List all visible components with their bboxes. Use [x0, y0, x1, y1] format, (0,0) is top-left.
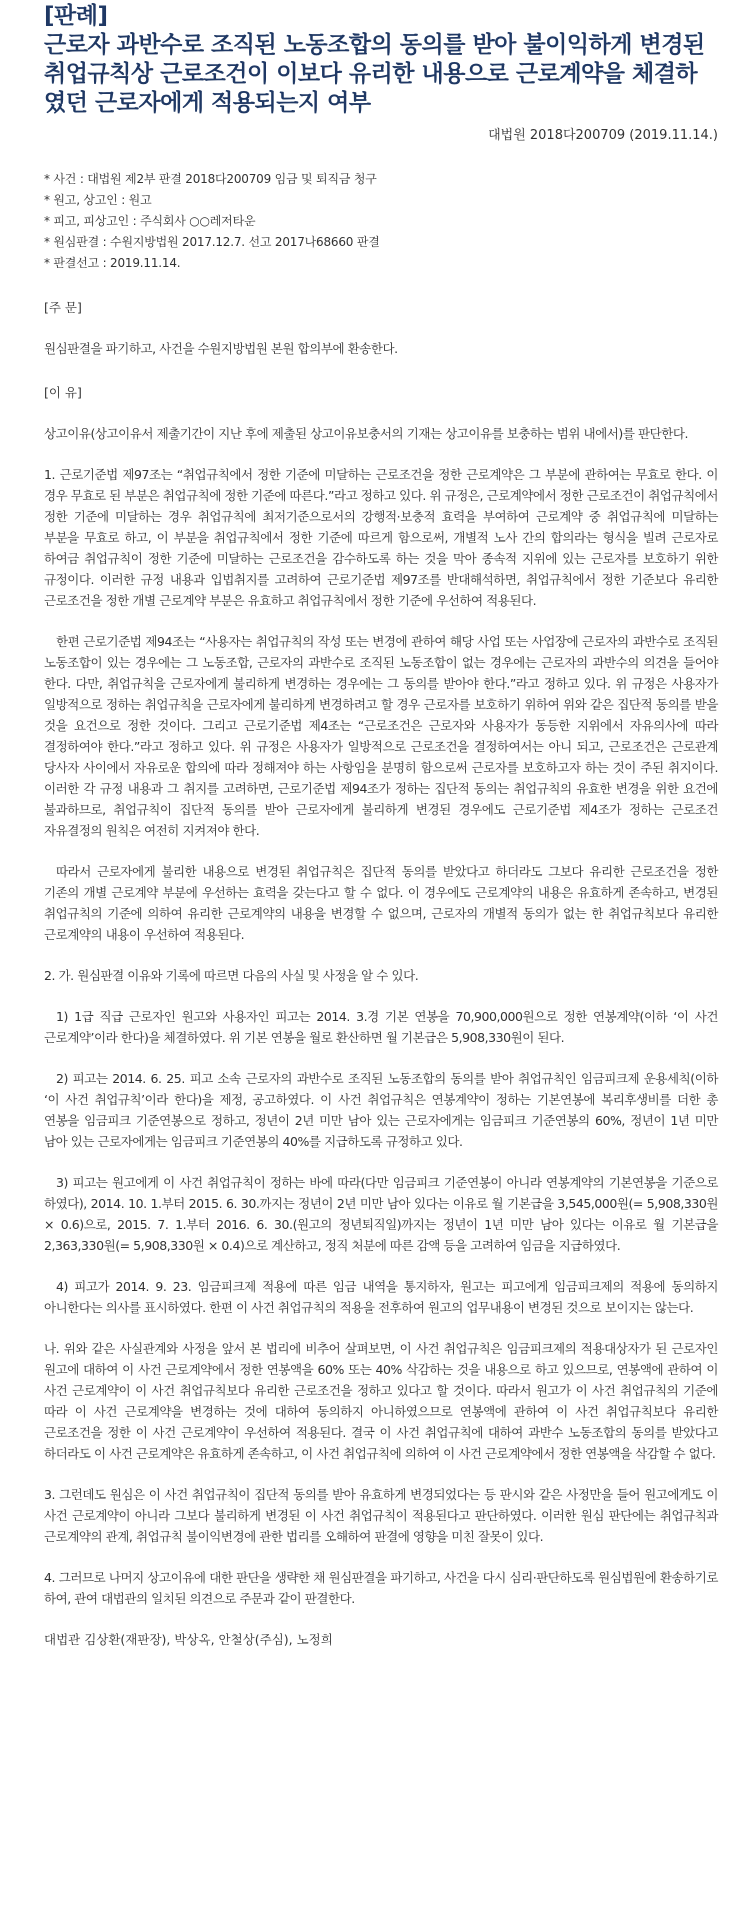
body-paragraph: 한편 근로기준법 제94조는 “사용자는 취업규칙의 작성 또는 변경에 관하여 해당 사업 또는 사업장에 근로자의 과반수로 조직된 노동조합이 있는 경우에는 그 노동조합, 근로자의 과반수로 조직된 노동조합이 없는 경우에는 근로자의 과반수의 의견을 들어야 한다. 다만, 취업규칙을 근로자에게 불리하게 변경하는 경우에는 그 동의를 받아야 한다.”라고 정하고 있다. 위 규정은 사용자가 일방적으로 정하는 취업규칙을 근로자에게 불리하게 변경하려고 할 경우 근로자를 보호하기 위하여 위와 같은 집단적 동의를 받을 것을 요건으로 정한 것이다. 그리고 근로기준법 제4조는 “근로조건은 근로자와 사용자가 동등한 지위에서 자유의사에 따라 결정하여야 한다.”라고 정하고 있다. 위 규정은 사용자가 일방적으로 근로조건을 결정하여서는 아니 되고, 근로조건은 근로관계 당사자 사이에서 자유로운 합의에 따라 정해져야 하는 사항임을 분명히 함으로써 근로자를 보호하고자 하는 것이 주된 취지이다. 이러한 각 규정 내용과 그 취지를 고려하면, 근로기준법 제94조가 정하는 집단적 동의는 취업규칙의 유효한 변경을 위한 요건에 불과하므로, 취업규칙이 집단적 동의를 받아 근로자에게 불리하게 변경된 경우에도 근로기준법 제4조가 정하는 근로조건 자유결정의 원칙은 여전히 지켜져야 한다.: [44, 634, 718, 838]
order-text: 원심판결을 파기하고, 사건을 수원지방법원 본원 합의부에 환송한다.: [44, 341, 398, 356]
body-paragraph: 4. 그러므로 나머지 상고이유에 대한 판단을 생략한 채 원심판결을 파기하고, 사건을 다시 심리·판단하도록 원심법원에 환송하기로 하여, 관여 대법관의 일치된 의견으로 주문과 같이 판결한다.: [44, 1570, 718, 1606]
body-paragraph: 나. 위와 같은 사실관계와 사정을 앞서 본 법리에 비추어 살펴보면, 이 사건 취업규칙은 임금피크제의 적용대상자가 된 근로자인 원고에 대하여 이 사건 근로계약에서 정한 연봉액을 60% 또는 40% 삭감하는 것을 내용으로 하고 있으므로, 연봉액에 관하여 이 사건 근로계약이 이 사건 취업규칙보다 유리한 근로조건을 정하고 있다고 할 것이다. 따라서 원고가 이 사건 취업규칙의 기준에 따라 이 사건 근로계약을 변경하는 것에 대하여 동의하지 아니하였으므로 연봉액에 관하여 이 사건 취업규칙보다 유리한 근로조건을 정한 이 사건 근로계약이 우선하여 적용된다. 결국 이 사건 취업규칙에 대하여 과반수 노동조합의 동의를 받았다고 하더라도 이 사건 근로계약은 유효하게 존속하고, 이 사건 취업규칙에 의하여 이 사건 근로계약에서 정한 연봉액을 삭감할 수 없다.: [44, 1341, 718, 1461]
case-info-line: * 원심판결 : 수원지방법원 2017.12.7. 선고 2017나68660 판결: [44, 235, 380, 249]
body-paragraph: 1. 근로기준법 제97조는 “취업규칙에서 정한 기준에 미달하는 근로조건을 정한 근로계약은 그 부분에 관하여는 무효로 한다. 이 경우 무효로 된 부분은 취업규칙에 정한 기준에 따른다.”라고 정하고 있다. 위 규정은, 근로계약에서 정한 근로조건이 취업규칙에서 정한 기준에 미달하는 경우 취업규칙에 최저기준으로서의 강행적·보충적 효력을 부여하여 근로계약 중 취업규칙에 미달하는 부분을 무효로 하고, 이 부분을 취업규칙에서 정한 기준에 따르게 함으로써, 개별적 노사 간의 합의라는 형식을 빌려 근로자로 하여금 취업규칙이 정한 기준에 미달하는 근로조건을 감수하도록 하는 것을 막아 종속적 지위에 있는 근로자를 보호하기 위한 규정이다. 이러한 규정 내용과 입법취지를 고려하여 근로기준법 제97조를 반대해석하면, 취업규칙에서 정한 기준보다 유리한 근로조건을 정한 개별 근로계약 부분은 유효하고 취업규칙에서 정한 기준에 우선하여 적용된다.: [44, 467, 718, 608]
case-info-line: * 피고, 피상고인 : 주식회사 ○○레저타운: [44, 214, 256, 228]
case-info: [44, 169, 718, 274]
judges-line: 대법관 김상환(재판장), 박상옥, 안철상(주심), 노정희: [44, 1632, 333, 1647]
case-info-line: * 판결선고 : 2019.11.14.: [44, 256, 181, 270]
case-info-line: * 사건 : 대법원 제2부 판결 2018다200709 임금 및 퇴직금 청구: [44, 172, 377, 186]
page-title: [44, 0, 718, 118]
body-paragraph: 4) 피고가 2014. 9. 23. 임금피크제 적용에 따른 임금 내역을 통지하자, 원고는 피고에게 임금피크제의 적용에 동의하지 아니한다는 의사를 표시하였다. 한편 이 사건 취업규칙의 적용을 전후하여 원고의 업무내용이 변경된 것으로 보이지는 않는다.: [44, 1279, 718, 1315]
body-paragraph: 상고이유(상고이유서 제출기간이 지난 후에 제출된 상고이유보충서의 기재는 상고이유를 보충하는 범위 내에서)를 판단한다.: [44, 426, 689, 441]
body-paragraph: 3. 그런데도 원심은 이 사건 취업규칙이 집단적 동의를 받아 유효하게 변경되었다는 등 판시와 같은 사정만을 들어 원고에게도 이 사건 근로계약이 아니라 그보다 불리하게 변경된 이 사건 취업규칙이 적용된다고 판단하였다. 이러한 원심 판단에는 취업규칙과 근로계약의 관계, 취업규칙 불이익변경에 관한 법리를 오해하여 판결에 영향을 미친 잘못이 있다.: [44, 1487, 718, 1544]
order-heading: [주 문]: [44, 300, 82, 315]
case-citation: 대법원 2018다200709 (2019.11.14.): [488, 128, 718, 143]
body-paragraph: 3) 피고는 원고에게 이 사건 취업규칙이 정하는 바에 따라(다만 임금피크 기준연봉이 아니라 연봉계약의 기본연봉을 기준으로 하였다), 2014. 10. 1.부터 2015. 6. 30.까지는 정년이 2년 미만 남아 있다는 이유로 월 기본급을 3,545,000원(= 5,908,330원 × 0.6)으로, 2015. 7. 1.부터 2016. 6. 30.(원고의 정년퇴직일)까지는 정년이 1년 미만 남아 있다는 이유로 월 기본급을 2,363,330원(= 5,908,330원 × 0.4)으로 계산하고, 정직 처분에 따른 감액 등을 고려하여 임금을 지급하였다.: [44, 1175, 718, 1253]
reason-heading: [이 유]: [44, 385, 82, 400]
body-paragraph: 따라서 근로자에게 불리한 내용으로 변경된 취업규칙은 집단적 동의를 받았다고 하더라도 그보다 유리한 근로조건을 정한 기존의 개별 근로계약 부분에 우선하는 효력을 갖는다고 할 수 없다. 이 경우에도 근로계약의 내용은 유효하게 존속하고, 변경된 취업규칙의 기준에 의하여 유리한 근로계약의 내용을 변경할 수 없으며, 근로자의 개별적 동의가 없는 한 취업규칙보다 유리한 근로계약의 내용이 우선하여 적용된다.: [44, 864, 718, 942]
title-text: 근로자 과반수로 조직된 노동조합의 동의를 받아 불이익하게 변경된 취업규칙상 근로조건이 이보다 유리한 내용으로 근로계약을 체결하였던 근로자에게 적용되는지 여부: [44, 32, 705, 116]
body-paragraph: 2) 피고는 2014. 6. 25. 피고 소속 근로자의 과반수로 조직된 노동조합의 동의를 받아 취업규칙인 임금피크제 운용세칙(이하 ‘이 사건 취업규칙’이라 한다)을 제정, 공고하였다. 이 사건 취업규칙은 연봉계약이 정하는 기본연봉에 복리후생비를 더한 총 연봉을 임금피크 기준연봉으로 정하고, 정년이 2년 미만 남아 있는 근로자에게는 임금피크 기준연봉의 60%, 정년이 1년 미만 남아 있는 근로자에게는 임금피크 기준연봉의 40%를 지급하도록 규정하고 있다.: [44, 1071, 718, 1149]
body-paragraph: 2. 가. 원심판결 이유와 기록에 따르면 다음의 사실 및 사정을 알 수 있다.: [44, 968, 419, 983]
title-tag: [판례]: [44, 3, 108, 29]
case-info-line: * 원고, 상고인 : 원고: [44, 193, 152, 207]
body-paragraph: 1) 1급 직급 근로자인 원고와 사용자인 피고는 2014. 3.경 기본 연봉을 70,900,000원으로 정한 연봉계약(이하 ‘이 사건 근로계약’이라 한다)을 체결하였다. 위 기본 연봉을 월로 환산하면 월 기본급은 5,908,330원이 된다.: [44, 1009, 718, 1045]
